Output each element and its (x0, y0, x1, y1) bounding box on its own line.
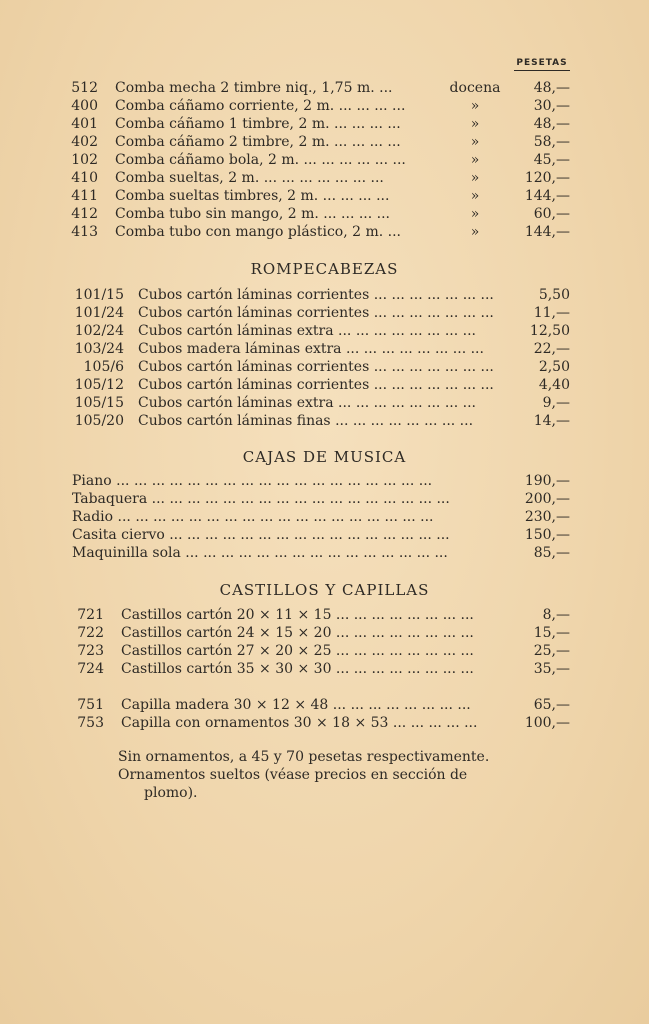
item-price: 22,— (533, 341, 570, 357)
item-code: 411 (71, 188, 98, 204)
item-description: Tabaquera ... ... ... ... ... ... ... ... ... ... ... ... ... ... ... ... ... (72, 491, 450, 507)
item-description: Comba sueltas, 2 m. ... ... ... ... ... ... ... (115, 170, 384, 186)
price-row (0, 205, 649, 223)
item-price: 30,— (533, 98, 570, 114)
item-price: 60,— (533, 206, 570, 222)
price-row (0, 79, 649, 97)
item-description: Capilla madera 30 × 12 × 48 ... ... ... ... ... ... ... ... (121, 697, 471, 713)
item-code: 102/24 (74, 323, 124, 339)
item-price: 144,— (524, 224, 570, 240)
item-code: 412 (71, 206, 98, 222)
item-description: Comba cáñamo 2 timbre, 2 m. ... ... ... ... (115, 134, 401, 150)
item-price: 9,— (542, 395, 570, 411)
price-row (0, 696, 649, 714)
item-price: 2,50 (538, 359, 570, 375)
item-price: 120,— (524, 170, 570, 186)
price-row (0, 660, 649, 678)
item-description: Cubos madera láminas extra ... ... ... ... ... ... ... ... (138, 341, 484, 357)
item-description: Cubos cartón láminas corrientes ... ... ... ... ... ... ... (138, 305, 494, 321)
item-description: Cubos cartón láminas extra ... ... ... ... ... ... ... ... (138, 323, 476, 339)
item-unit: » (470, 116, 480, 132)
item-code: 102 (71, 152, 98, 168)
price-row (0, 286, 649, 304)
item-code: 751 (77, 697, 104, 713)
item-code: 724 (77, 661, 104, 677)
item-description: Maquinilla sola ... ... ... ... ... ... ... ... ... ... ... ... ... ... ... (72, 545, 448, 561)
footnote-line: Sin ornamentos, a 45 y 70 pesetas respectivamente. (118, 749, 490, 765)
item-price: 25,— (533, 643, 570, 659)
item-description: Comba tubo con mango plástico, 2 m. ... (115, 224, 402, 240)
item-price: 15,— (533, 625, 570, 641)
item-unit: docena (449, 80, 501, 96)
item-unit: » (470, 134, 480, 150)
item-price: 4,40 (538, 377, 570, 393)
item-code: 105/6 (83, 359, 124, 375)
pesetas-column-header: PESETAS (514, 58, 570, 71)
item-unit: » (470, 98, 480, 114)
price-row (0, 151, 649, 169)
price-row (0, 714, 649, 732)
section-title: CAJAS DE MUSICA (242, 448, 407, 466)
price-row (0, 544, 649, 562)
item-price: 5,50 (538, 287, 570, 303)
item-code: 101/24 (74, 305, 124, 321)
item-price: 35,— (533, 661, 570, 677)
price-row (0, 412, 649, 430)
item-description: Cubos cartón láminas corrientes ... ... ... ... ... ... ... (138, 377, 494, 393)
item-price: 100,— (524, 715, 570, 731)
footnote (118, 748, 518, 802)
price-row (0, 115, 649, 133)
price-row (0, 394, 649, 412)
item-code: 400 (71, 98, 98, 114)
price-row (0, 169, 649, 187)
section-title: CASTILLOS Y CAPILLAS (219, 581, 430, 599)
item-description: Castillos cartón 20 × 11 × 15 ... ... ... ... ... ... ... ... (121, 607, 474, 623)
item-unit: » (470, 224, 480, 240)
item-unit: » (470, 170, 480, 186)
price-row (0, 187, 649, 205)
item-code: 105/15 (74, 395, 124, 411)
item-price: 48,— (533, 116, 570, 132)
item-description: Casita ciervo ... ... ... ... ... ... ... ... ... ... ... ... ... ... ... ... (72, 527, 450, 543)
price-row (0, 526, 649, 544)
item-unit: » (470, 188, 480, 204)
item-code: 101/15 (74, 287, 124, 303)
item-description: Cubos cartón láminas corrientes ... ... ... ... ... ... ... (138, 287, 494, 303)
item-description: Comba sueltas timbres, 2 m. ... ... ... ... (115, 188, 390, 204)
item-description: Castillos cartón 24 × 15 × 20 ... ... ... ... ... ... ... ... (121, 625, 474, 641)
price-row (0, 472, 649, 490)
item-description: Cubos cartón láminas corrientes ... ... ... ... ... ... ... (138, 359, 494, 375)
item-price: 14,— (533, 413, 570, 429)
item-description: Comba tubo sin mango, 2 m. ... ... ... ... (115, 206, 391, 222)
item-code: 512 (71, 80, 98, 96)
price-row (0, 133, 649, 151)
item-price: 11,— (533, 305, 570, 321)
item-price: 230,— (524, 509, 570, 525)
item-code: 105/12 (74, 377, 124, 393)
item-code: 721 (77, 607, 104, 623)
item-price: 48,— (533, 80, 570, 96)
item-code: 722 (77, 625, 104, 641)
price-row (0, 508, 649, 526)
item-price: 144,— (524, 188, 570, 204)
price-row (0, 97, 649, 115)
item-code: 103/24 (74, 341, 124, 357)
item-price: 12,50 (529, 323, 570, 339)
item-code: 401 (71, 116, 98, 132)
item-unit: » (470, 152, 480, 168)
item-description: Capilla con ornamentos 30 × 18 × 53 ... ... ... ... ... (121, 715, 478, 731)
item-price: 190,— (524, 473, 570, 489)
item-price: 58,— (533, 134, 570, 150)
item-price: 200,— (524, 491, 570, 507)
item-code: 410 (71, 170, 98, 186)
item-description: Castillos cartón 35 × 30 × 30 ... ... ... ... ... ... ... ... (121, 661, 474, 677)
item-price: 45,— (533, 152, 570, 168)
price-row (0, 223, 649, 241)
item-description: Comba cáñamo 1 timbre, 2 m. ... ... ... ... (115, 116, 401, 132)
item-price: 8,— (542, 607, 570, 623)
item-description: Comba cáñamo bola, 2 m. ... ... ... ... ... ... (115, 152, 406, 168)
footnote-line: Ornamentos sueltos (véase precios en sección de (118, 767, 468, 783)
price-row (0, 490, 649, 508)
item-unit: » (470, 206, 480, 222)
item-description: Castillos cartón 27 × 20 × 25 ... ... ... ... ... ... ... ... (121, 643, 474, 659)
item-price: 85,— (533, 545, 570, 561)
price-row (0, 340, 649, 358)
item-code: 402 (71, 134, 98, 150)
item-description: Cubos cartón láminas extra ... ... ... ... ... ... ... ... (138, 395, 476, 411)
item-code: 413 (71, 224, 98, 240)
item-description: Cubos cartón láminas finas ... ... ... ... ... ... ... ... (138, 413, 474, 429)
price-row (0, 642, 649, 660)
item-price: 150,— (524, 527, 570, 543)
item-description: Comba cáñamo corriente, 2 m. ... ... ... ... (115, 98, 406, 114)
item-description: Comba mecha 2 timbre niq., 1,75 m. ... (115, 80, 393, 96)
price-row (0, 606, 649, 624)
price-row (0, 358, 649, 376)
item-code: 753 (77, 715, 104, 731)
item-price: 65,— (533, 697, 570, 713)
item-description: Radio ... ... ... ... ... ... ... ... ... ... ... ... ... ... ... ... ... ... (72, 509, 434, 525)
price-row (0, 376, 649, 394)
section-title: ROMPECABEZAS (250, 260, 399, 278)
item-description: Piano ... ... ... ... ... ... ... ... ... ... ... ... ... ... ... ... ... ... (72, 473, 433, 489)
item-code: 105/20 (74, 413, 124, 429)
item-code: 723 (77, 643, 104, 659)
price-row (0, 624, 649, 642)
footnote-line: plomo). (144, 785, 198, 801)
price-row (0, 322, 649, 340)
price-row (0, 304, 649, 322)
